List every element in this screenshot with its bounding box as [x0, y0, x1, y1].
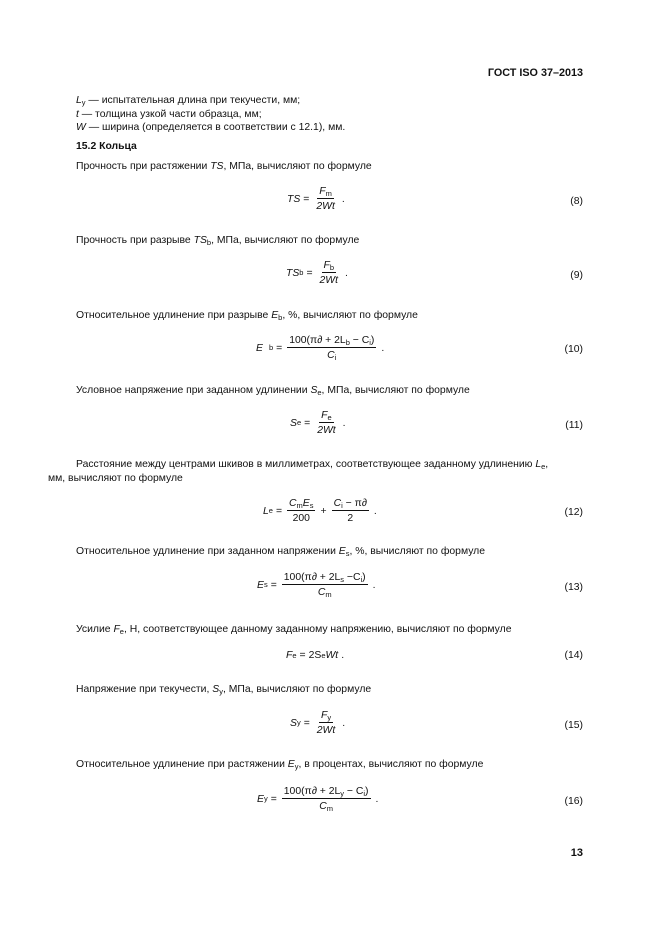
formula-13: E s = $\frac{100(\pi\partial + 2L_s -C_i)}{C_m}$ .: [257, 572, 376, 599]
formula-11: S e = $\frac{F_e}{2Wt}$ .: [290, 410, 346, 436]
formula-9: TS b = $\frac{F_b}{2Wt}$ .: [286, 260, 348, 286]
paragraph-16: Относительное удлинение при растяжении $E_y$, в процентах, вычисляют по формуле: [76, 759, 484, 771]
formula-12: L e = $\frac{C_mE_s}{200}$ + $\frac{C_i - \pi\partial}{2}$ .: [263, 498, 377, 524]
paragraph-8: Прочность при растяжении TS, МПа, вычисляют по формуле: [76, 161, 372, 172]
paragraph-14: Усилие $F_e$, Н, соответствующее данному заданному напряжению, вычисляют по формуле: [76, 624, 512, 636]
definition-w: W — ширина (определяется в соответствии с 12.1), мм.: [76, 122, 346, 133]
equation-number-8: (8): [570, 196, 583, 207]
definition-t: t — толщина узкой части образца, мм;: [76, 109, 262, 120]
formula-10: E b = $\frac{100(\pi\partial + 2L_b - C_i)}{C_i}$ .: [256, 335, 385, 362]
formula-8: TS = $\frac{F_m}{2Wt}$ .: [287, 186, 345, 212]
section-title: 15.2 Кольца: [76, 141, 137, 152]
equation-number-10: (10): [564, 344, 583, 355]
equation-number-14: (14): [564, 650, 583, 661]
formula-15: S y = $\frac{F_y}{2Wt}$ .: [290, 710, 346, 736]
paragraph-10: Относительное удлинение при разрыве $E_b$, %, вычисляют по формуле: [76, 310, 418, 322]
paragraph-12-line-1: Расстояние между центрами шкивов в миллиметрах, соответствующее заданному удлинению $L_e$,: [76, 459, 549, 471]
equation-number-13: (13): [564, 582, 583, 593]
equation-number-11: (11): [565, 420, 583, 431]
equation-number-16: (16): [564, 796, 583, 807]
paragraph-15: Напряжение при текучести, $S_y$, МПа, вычисляют по формуле: [76, 684, 372, 696]
equation-number-15: (15): [564, 720, 583, 731]
paragraph-9: Прочность при разрыве $TS_b$, МПа, вычисляют по формуле: [76, 235, 360, 247]
formula-14: F e = 2S e Wt .: [286, 650, 345, 661]
equation-number-9: (9): [570, 270, 583, 281]
formula-16: E y = $\frac{100(\pi\partial + 2L_y - C_i)}{C_m}$ .: [257, 786, 379, 813]
page-number: 13: [570, 847, 583, 859]
paragraph-13: Относительное удлинение при заданном напряжении $E_s$, %, вычисляют по формуле: [76, 546, 486, 558]
paragraph-12-line-2: мм, вычисляют по формуле: [48, 473, 183, 484]
definition-ly: $L_y$ — испытательная длина при текучести, мм;: [76, 95, 301, 107]
paragraph-11: Условное напряжение при заданном удлинении $S_e$, МПа, вычисляют по формуле: [76, 385, 470, 397]
document-header: ГОСТ ISO 37–2013: [487, 67, 583, 79]
equation-number-12: (12): [564, 507, 583, 518]
